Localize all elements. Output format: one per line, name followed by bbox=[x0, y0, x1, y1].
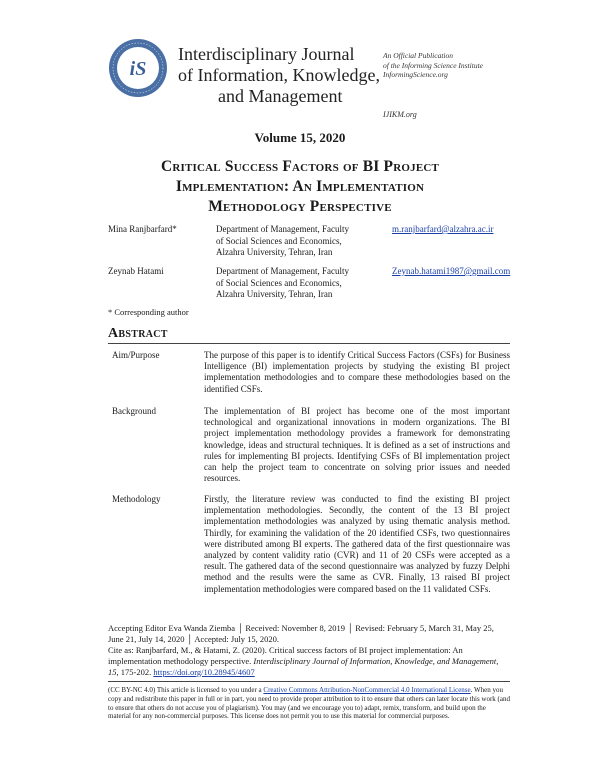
revised-dates: Revised: February 5, March 31, May 25, June 21, July 14, 2020 bbox=[108, 623, 494, 644]
logo-text: iS bbox=[129, 58, 147, 80]
section-text-methodology: Firstly, the literature review was conducted to find the existing BI project implementation methodologies. Secondly, the content of the 13 BI project implementation methodologies was analyzed by using thematic analysis method. Thirdly, for examining the validation of the 20 identified CSFs, two questionnaires were distributed among BI experts. The gathered data of the first questionnaire was analyzed by content validity ratio (CVR) and 11 of 20 CSFs were accepted as a result. The gathered data of the second questionnaire was analyzed by fuzzy Delphi method and the results were the same as CVR. Finally, 13 raised BI project implementation methodologies were compared based on the 11 validated CSFs. bbox=[204, 494, 510, 594]
abstract-rule bbox=[108, 343, 510, 344]
citation-text: Cite as: Ranjbarfard, M., & Hatami, Z. (2020). Critical success factors of BI project implementation: An implementation methodology perspective. bbox=[108, 645, 463, 666]
section-label-background: Background bbox=[112, 406, 156, 416]
author-email-link[interactable]: Zeynab.hatami1987@gmail.com bbox=[392, 266, 511, 276]
received-date: Received: November 8, 2019 bbox=[245, 623, 345, 633]
section-text-background: The implementation of BI project has become one of the most important technological and organizational innovations in modern organizations. The BI project implementation methodology provides a framework for demonstrating knowledge, ideas and structural techniques. It is defined as a set of instructions and rules for implementing BI projects. Identifying CSFs of BI implementation project can help the project team to concentrate on solving prior issues and needed resources. bbox=[204, 406, 510, 484]
citation-journal: Interdisciplinary Journal of Information, Knowledge, and Management, 15, bbox=[108, 655, 499, 677]
corresponding-note: * Corresponding author bbox=[108, 307, 189, 317]
abstract-heading: Abstract bbox=[108, 326, 168, 341]
journal-title bbox=[178, 44, 378, 107]
license-link[interactable]: Creative Commons Attribution-NonCommercial 4.0 International License bbox=[263, 686, 471, 694]
license-prefix: (CC BY-NC 4.0) This article is licensed to you under a bbox=[108, 686, 264, 694]
affiliation-line: Alzahra University, Tehran, Iran bbox=[216, 247, 333, 257]
license-notice bbox=[108, 686, 510, 721]
section-label-aim: Aim/Purpose bbox=[112, 350, 160, 360]
editorial-info: Accepting Editor Eva Wanda Ziemba │ Received: November 8, 2019 │ Revised: February 5, March 31, May 25, June 21, July 14, 2020 │ Accepted: July 15, 2020. bbox=[108, 623, 494, 644]
volume: Volume 15, 2020 bbox=[254, 130, 346, 145]
section-label-methodology: Methodology bbox=[112, 494, 161, 504]
journal-line-1: Interdisciplinary Journal bbox=[178, 44, 355, 64]
official-publication bbox=[383, 51, 483, 80]
accepted-date: Accepted: July 15, 2020. bbox=[194, 633, 280, 644]
official-line-3: InformingScience.org bbox=[383, 70, 448, 79]
author-email-link[interactable]: m.ranjbarfard@alzahra.ac.ir bbox=[392, 224, 494, 234]
affiliation-line: of Social Sciences and Economics, bbox=[216, 277, 342, 288]
accepting-editor: Accepting Editor Eva Wanda Ziemba bbox=[108, 623, 236, 633]
citation bbox=[108, 645, 510, 677]
affiliation-line: Department of Management, Faculty bbox=[216, 224, 349, 234]
author-name: Mina Ranjbarfard* bbox=[108, 224, 177, 234]
title-line-1: Critical Success Factors of BI Project bbox=[160, 158, 440, 175]
official-line-1: An Official Publication bbox=[383, 51, 453, 60]
author-name: Zeynab Hatami bbox=[108, 266, 164, 276]
footer-rule bbox=[108, 681, 510, 682]
journal-line-3: and Management bbox=[218, 86, 343, 106]
license-suffix: . When you copy and redistribute this paper in full or in part, you need to provide proper attribution to it to ensure that others can later locate this work (and to ensure that others do not accuse you of plagiarism). You may (and we encourage you to) adapt, remix, transform, and build upon the material for any non-commercial purposes. This license does not permit you to use this material for commercial purposes. bbox=[108, 686, 510, 721]
informing-science-logo bbox=[108, 38, 168, 98]
author-affiliation bbox=[216, 266, 371, 301]
official-line-2: of the Informing Science Institute bbox=[383, 60, 483, 70]
affiliation-line: Department of Management, Faculty bbox=[216, 266, 349, 276]
journal-site[interactable]: IJIKM.org bbox=[383, 110, 417, 119]
paper-title bbox=[100, 157, 500, 217]
section-text-aim: The purpose of this paper is to identify Critical Success Factors (CSFs) for Business Intelligence (BI) implementation projects by studying the existing BI project implementation methodologies and to compare these methodologies based on the identified CSFs. bbox=[204, 350, 510, 394]
journal-line-2: of Information, Knowledge, bbox=[178, 65, 380, 85]
title-line-3: Methodology Perspective bbox=[208, 198, 392, 215]
affiliation-line: Alzahra University, Tehran, Iran bbox=[216, 289, 333, 299]
title-line-2: Implementation: An Implementation bbox=[175, 178, 425, 195]
citation-pages: 175-202. bbox=[118, 666, 152, 677]
doi-link[interactable]: https://doi.org/10.28945/4607 bbox=[153, 666, 255, 677]
affiliation-line: of Social Sciences and Economics, bbox=[216, 235, 342, 246]
author-affiliation bbox=[216, 224, 371, 259]
